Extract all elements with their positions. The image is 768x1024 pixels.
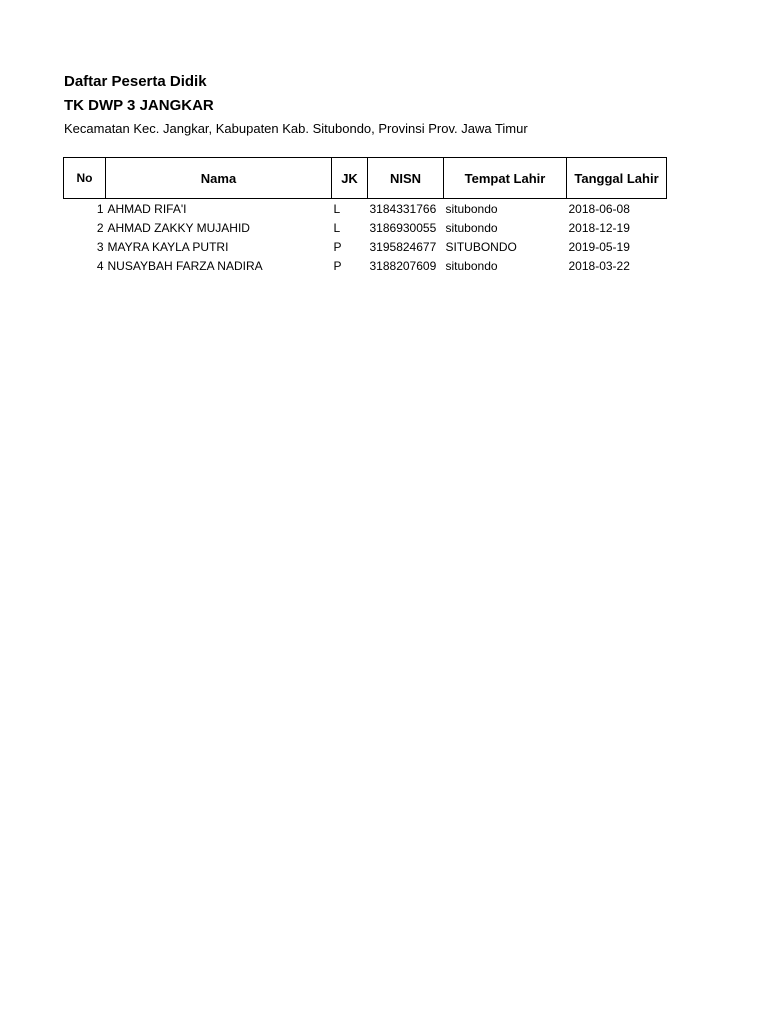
cell-tanggal-lahir: 2018-12-19 <box>568 220 630 235</box>
table-header-row <box>64 158 667 199</box>
cell-no: 3 <box>96 239 104 254</box>
header-no: No <box>64 158 106 199</box>
header-tempat-lahir: Tempat Lahir <box>444 158 567 199</box>
cell-nama: NUSAYBAH FARZA NADIRA <box>107 258 263 273</box>
cell-tempat-lahir: SITUBONDO <box>445 239 517 254</box>
header-tanggal-lahir: Tanggal Lahir <box>567 158 667 199</box>
location-line: Kecamatan Kec. Jangkar, Kabupaten Kab. Situbondo, Provinsi Prov. Jawa Timur <box>64 121 528 136</box>
cell-no: 4 <box>96 258 104 273</box>
cell-jk: P <box>333 258 342 273</box>
cell-nisn: 3184331766 <box>369 201 437 216</box>
cell-tanggal-lahir: 2018-03-22 <box>568 258 630 273</box>
student-table <box>63 157 667 275</box>
document-title: Daftar Peserta Didik <box>64 73 207 90</box>
cell-no: 1 <box>96 201 104 216</box>
table-row <box>64 218 667 237</box>
table-row <box>64 256 667 275</box>
cell-nisn: 3186930055 <box>369 220 437 235</box>
cell-jk: P <box>333 239 342 254</box>
cell-nisn: 3188207609 <box>369 258 437 273</box>
cell-tempat-lahir: situbondo <box>445 258 498 273</box>
cell-nisn: 3195824677 <box>369 239 437 254</box>
cell-tanggal-lahir: 2019-05-19 <box>568 239 630 254</box>
cell-nama: AHMAD RIFA'I <box>107 201 187 216</box>
cell-tempat-lahir: situbondo <box>445 201 498 216</box>
cell-no: 2 <box>96 220 104 235</box>
table-row <box>64 237 667 256</box>
cell-jk: L <box>333 201 341 216</box>
cell-tanggal-lahir: 2018-06-08 <box>568 201 630 216</box>
header-nama: Nama <box>106 158 332 199</box>
cell-tempat-lahir: situbondo <box>445 220 498 235</box>
school-name: TK DWP 3 JANGKAR <box>64 97 214 114</box>
header-jk: JK <box>332 158 368 199</box>
table-row <box>64 199 667 219</box>
cell-nama: MAYRA KAYLA PUTRI <box>107 239 229 254</box>
header-nisn: NISN <box>368 158 444 199</box>
cell-nama: AHMAD ZAKKY MUJAHID <box>107 220 250 235</box>
cell-jk: L <box>333 220 341 235</box>
